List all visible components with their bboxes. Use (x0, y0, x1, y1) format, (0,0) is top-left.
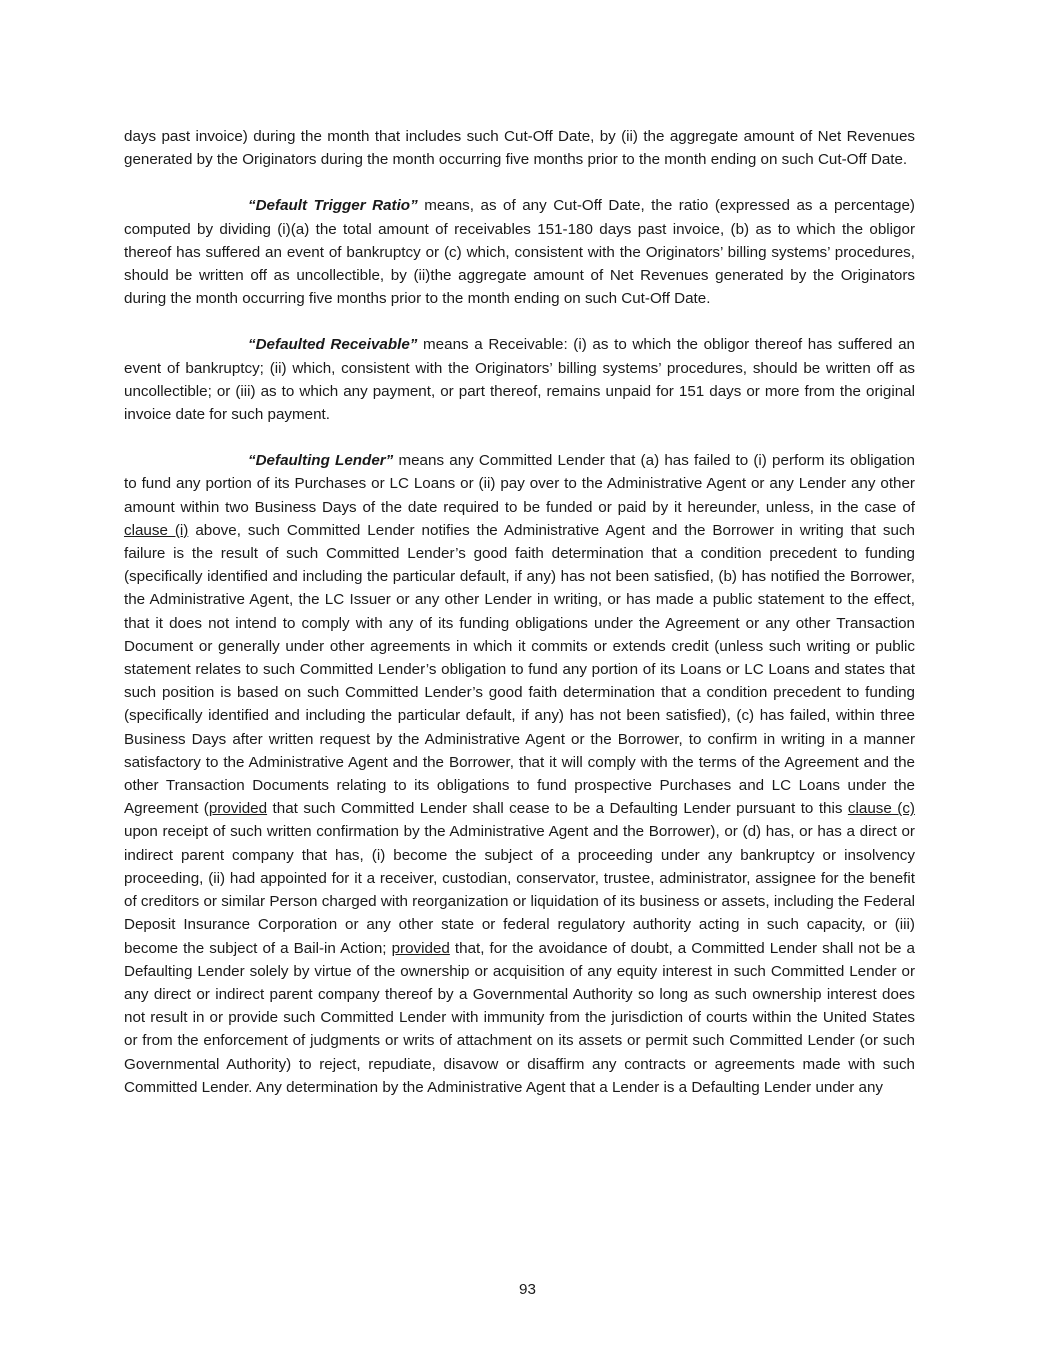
definition-text: that, for the avoidance of doubt, a Committed Lender shall not be a Defaulting Lender solely by virtue of the ownership or acquisition of any equity interest in such Committed Lender or any direct or indirect parent company thereof by a Governmental Authority so long as such ownership interest does not result in or provide such Committed Lender with immunity from the jurisdiction of courts within the United States or from the enforcement of judgments or writs of attachment on its assets or permit such Committed Lender (or such Governmental Authority) to reject, repudiate, disavow or disaffirm any contracts or agreements made with such Committed Lender. Any determination by the Administrative Agent that a Lender is a Defaulting Lender under any (124, 939, 915, 1096)
definition-text: means any Committed Lender that (a) has failed to (i) perform its obligation to fund any portion of its Purchases or LC Loans or (ii) pay over to the Administrative Agent or any Lender any other amount within two Business Days of the date required to be funded or paid by it hereunder, unless, in the case of (124, 452, 915, 516)
defined-term: “Defaulted Receivable” (248, 336, 418, 354)
definition-text: upon receipt of such written confirmation by the Administrative Agent and the Borrower), or (d) has, or has a direct or indirect parent company that has, (i) become the subject of a proceeding under any bankruptcy or insolvency proceeding, (ii) had appointed for it a receiver, custodian, conservator, trustee, administrator, assignee for the benefit of creditors or similar Person charged with reorganization or liquidation of its business or assets, including the Federal Deposit Insurance Corporation or any other state or federal regulatory authority acting in such capacity, or (iii) become the subject of a Bail-in Action; (124, 823, 915, 957)
proviso-term: provided (208, 800, 268, 818)
clause-reference: clause (c) (847, 800, 915, 818)
proviso-term: provided (391, 939, 450, 957)
definition-defaulting-lender (124, 449, 915, 1099)
clause-reference: clause (i) (124, 521, 189, 539)
definition-text: means a Receivable: (i) as to which the obligor thereof has suffered an event of bankruptcy; (ii) which, consistent with the Originators’ billing systems’ procedures, should be written off as uncollectible; or (iii) as to which any payment, or part thereof, remains unpaid for 151 days or more from the original invoice date for such payment. (124, 336, 915, 424)
definition-defaulted-receivable (124, 333, 915, 426)
defined-term: “Default Trigger Ratio” (248, 197, 418, 215)
definition-text: above, such Committed Lender notifies the Administrative Agent and the Borrower in writing that such failure is the result of such Committed Lender’s good faith determination that a condition precedent to funding (specifically identified and including the particular default, if any) has not been satisfied, (b) has notified the Borrower, the Administrative Agent, the LC Issuer or any other Lender in writing, or has made a public statement to the effect, that it does not intend to comply with any of its funding obligations under the Agreement or any other Transaction Document or generally under other agreements in which it commits or extends credit (unless such writing or public statement relates to such Committed Lender’s obligation to fund any portion of its Loans or LC Loans and states that such position is based on such Committed Lender’s good faith determination that a condition precedent to funding (specifically identified and including the particular default, if any) has not been satisfied), (c) has failed, within three Business Days after written request by the Administrative Agent or the Borrower, to confirm in writing in a manner satisfactory to the Administrative Agent and the Borrower, that it will comply with the terms of the Agreement and the other Transaction Documents relating to its obligations to fund prospective Purchases and LC Loans under the Agreement ( (124, 521, 915, 818)
page-number: 93 (519, 1281, 536, 1298)
paragraph-continuation: days past invoice) during the month that includes such Cut-Off Date, by (ii) the aggregate amount of Net Revenues generated by the Originators during the month occurring five months prior to the month ending on such Cut-Off Date. (124, 128, 915, 169)
defined-term: “Defaulting Lender” (248, 452, 394, 470)
definition-text: means, as of any Cut-Off Date, the ratio (expressed as a percentage) computed by dividing (i)(a) the total amount of receivables 151-180 days past invoice, (b) as to which the obligor thereof has suffered an event of bankruptcy or (c) which, consistent with the Originators’ billing systems’ procedures, should be written off as uncollectible, by (ii)the aggregate amount of Net Revenues generated by the Originators during the month occurring five months prior to the month ending on such Cut-Off Date. (124, 197, 915, 308)
definition-default-trigger-ratio (124, 194, 915, 310)
document-page (124, 125, 915, 1122)
definition-text: that such Committed Lender shall cease to be a Defaulting Lender pursuant to this (267, 800, 848, 818)
